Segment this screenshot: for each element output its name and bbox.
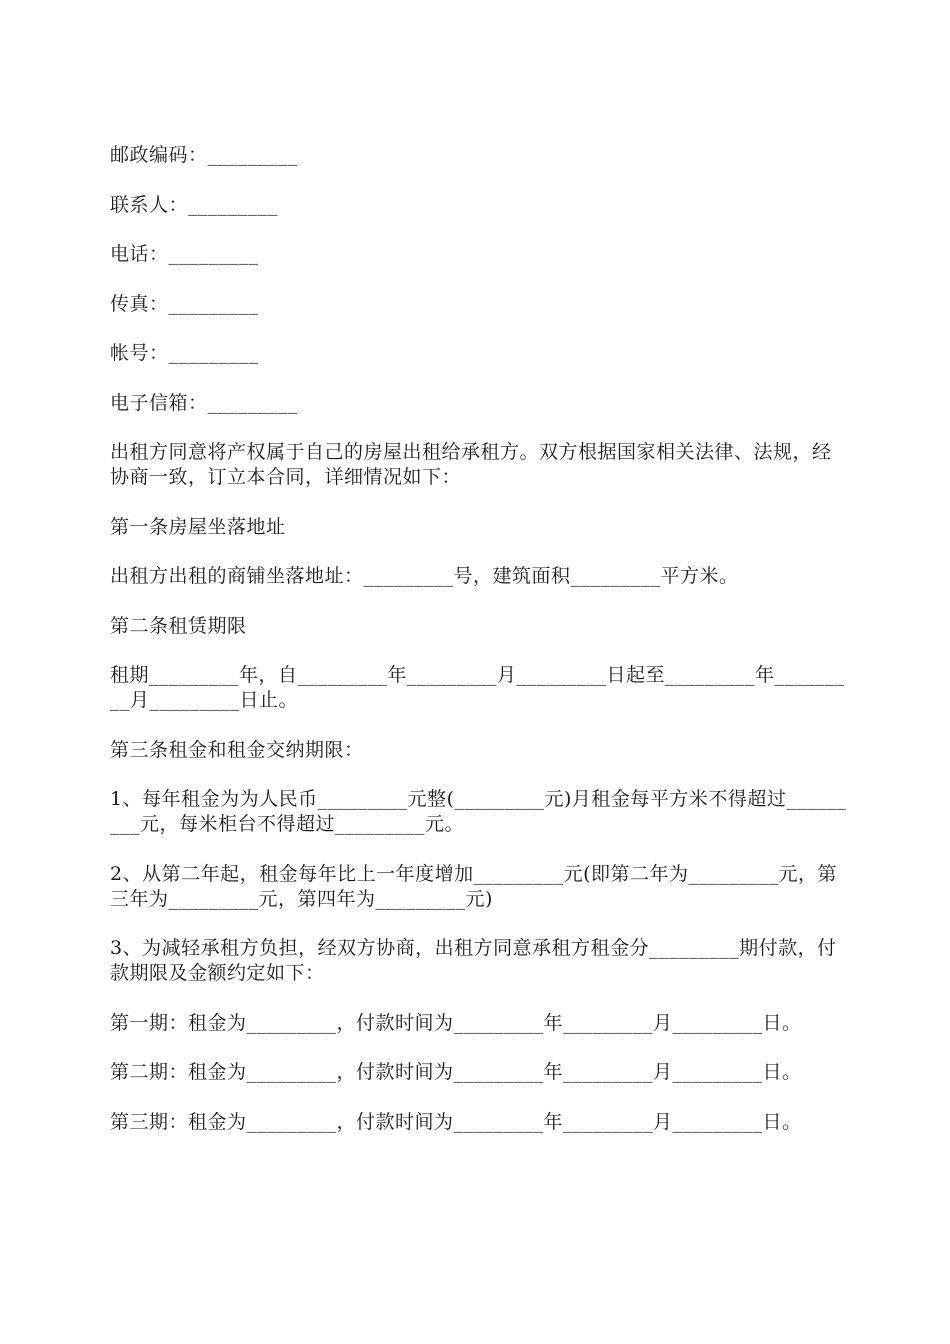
phone-line: 电话：_________: [110, 243, 259, 265]
fax-line: 传真：_________: [110, 292, 259, 315]
rent-clause-1: 1、每年租金为为人民币_________元整(_________元)月租金每平方米不得超过_________元，每米柜台不得超过_________元。: [110, 788, 847, 835]
article-2-body: 租期_________年，自_________年_________月_________日起至_________年_________月_________日止。: [110, 664, 845, 711]
contact-person-line: 联系人：_________: [110, 193, 279, 216]
postal-code-line: 邮政编码：_________: [110, 144, 298, 166]
article-1-heading: 第一条房屋坐落地址: [110, 515, 286, 538]
rent-clause-2: 2、从第二年起，租金每年比上一年度增加_________元(即第二年为_________元，第三年为_________元，第四年为_________元): [110, 862, 838, 910]
email-line: 电子信箱：_________: [110, 391, 298, 414]
rent-clause-3: 3、为减轻承租方负担，经双方协商，出租方同意承租方租金分_________期付款，付款期限及金额约定如下：: [110, 937, 837, 984]
installment-2: 第二期：租金为_________，付款时间为_________年_________月_________日。: [110, 1061, 802, 1083]
article-3-heading: 第三条租金和租金交纳期限：: [110, 738, 364, 761]
account-line: 帐号：_________: [110, 342, 259, 364]
installment-3: 第三期：租金为_________，付款时间为_________年_________月_________日。: [110, 1110, 802, 1133]
intro-paragraph: 出租方同意将产权属于自己的房屋出租给承租方。双方根据国家相关法律、法规，经协商一致，订立本合同，详细情况如下：: [110, 441, 832, 488]
document-body: [110, 143, 850, 1159]
installment-1: 第一期：租金为_________，付款时间为_________年_________月_________日。: [110, 1011, 802, 1034]
article-2-heading: 第二条租赁期限: [110, 614, 247, 637]
article-1-body: 出租方出租的商铺坐落地址：_________号，建筑面积_________平方米。: [110, 565, 739, 587]
